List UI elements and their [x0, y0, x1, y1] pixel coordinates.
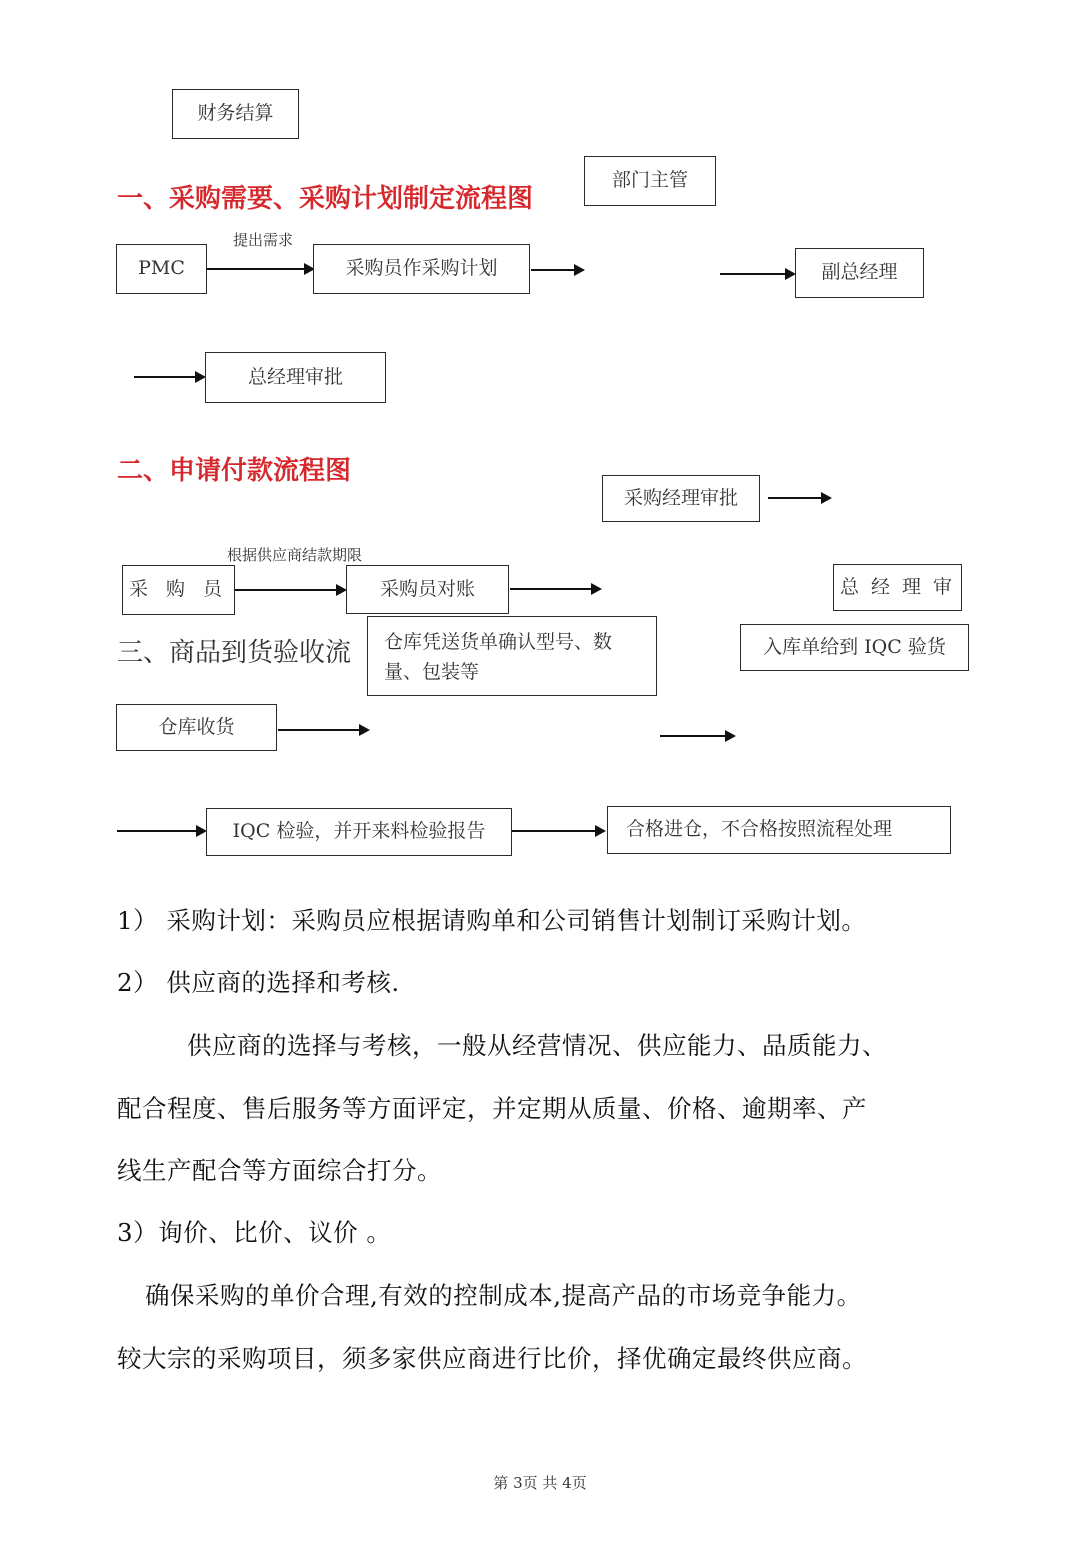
- section1-title: 一、采购需要、采购计划制定流程图: [117, 184, 534, 214]
- para-supplier-line2: 配合程度、售后服务等方面评定，并定期从质量、价格、逾期率、产: [117, 1094, 867, 1123]
- arrow-into-vp: [720, 273, 794, 275]
- arrow-into-gm-approval: [134, 376, 204, 378]
- para-supplier-heading: 2） 供应商的选择和考核.: [117, 968, 400, 997]
- delivery-check-box: 仓库凭送货单确认型号、数量、包装等: [367, 616, 657, 696]
- para-bulk-purchase: 较大宗的采购项目，须多家供应商进行比价，择优确定最终供应商。: [117, 1344, 867, 1373]
- finance-settlement-box: 财务结算: [172, 89, 299, 139]
- para-supplier-line1: 供应商的选择与考核，一般从经营情况、供应能力、品质能力、: [187, 1031, 887, 1060]
- reconcile-box: 采购员对账: [346, 565, 509, 614]
- gm-approval-box: 总经理审批: [205, 352, 386, 403]
- pmc-box: PMC: [116, 244, 207, 294]
- arrow-into-iqc: [117, 830, 205, 832]
- purchasing-manager-approval-box: 采购经理审批: [602, 475, 760, 522]
- arrow-mid-right: [660, 735, 734, 737]
- buyer-box: 采 购 员: [122, 565, 235, 615]
- section3-title: 三、商品到货验收流: [117, 638, 352, 668]
- arrow-pmc-to-plan: [207, 268, 313, 270]
- page-footer: 第 3页 共 4页: [493, 1474, 587, 1492]
- section2-title: 二、申请付款流程图: [117, 456, 352, 486]
- arrow-buyer-to-reconcile: [235, 589, 345, 591]
- para-purchase-plan: 1） 采购计划：采购员应根据请购单和公司销售计划制订采购计划。: [117, 906, 867, 935]
- payment-term-note: 根据供应商结款期限: [227, 546, 363, 564]
- arrow-plan-out: [531, 269, 583, 271]
- para-inquiry-heading: 3）询价、比价、议价 。: [117, 1218, 392, 1247]
- purchase-plan-box: 采购员作采购计划: [313, 244, 530, 294]
- iqc-notice-box: 入库单给到 IQC 验货: [740, 624, 969, 671]
- warehouse-receive-box: 仓库收货: [116, 704, 277, 751]
- dept-head-box: 部门主管: [584, 156, 716, 206]
- gm-review-box: 总 经 理 审: [833, 564, 962, 611]
- para-price-control: 确保采购的单价合理,有效的控制成本,提高产品的市场竞争能力。: [145, 1281, 862, 1310]
- arrow-iqc-to-result: [512, 830, 604, 832]
- inspection-result-box: 合格进仓，不合格按照流程处理: [607, 806, 951, 854]
- arrow-manager-out: [768, 497, 830, 499]
- iqc-inspection-box: IQC 检验，并开来料检验报告: [206, 808, 512, 856]
- vice-gm-box: 副总经理: [795, 248, 924, 298]
- arrow-receive-out: [278, 729, 368, 731]
- arrow-reconcile-out: [510, 588, 600, 590]
- submit-demand-label: 提出需求: [233, 231, 294, 249]
- para-supplier-line3: 线生产配合等方面综合打分。: [117, 1156, 442, 1185]
